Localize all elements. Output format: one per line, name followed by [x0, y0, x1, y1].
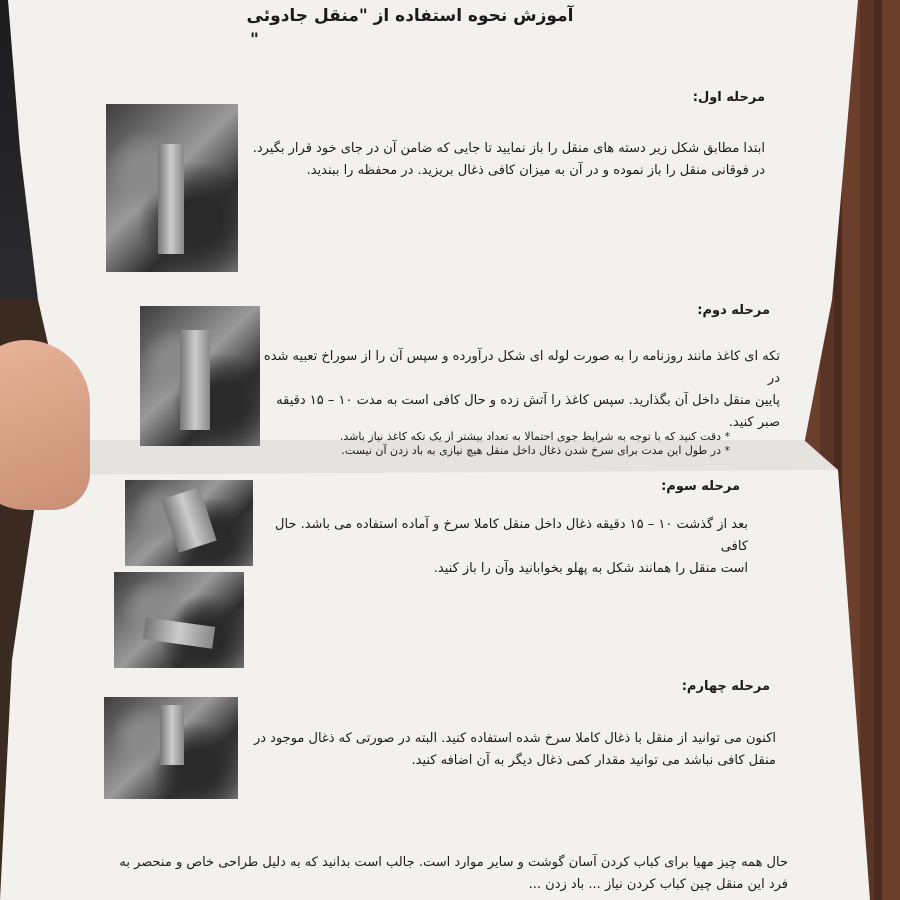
holding-hand — [0, 340, 90, 510]
step-4-heading: مرحله چهارم: — [681, 679, 770, 694]
page-title: آموزش نحوه استفاده از "منقل جادوئی " — [246, 6, 574, 50]
step-3-heading: مرحله سوم: — [661, 479, 740, 494]
step-2-photo — [140, 306, 260, 446]
closing-paragraph: حال همه چیز مهیا برای کباب کردن آسان گوشت و سایر موارد است. جالب است بدانید که به دلیل طراحی خاص و منحصر به فرد این منقل چین کباب کردن نیاز ... باد زدن ... — [119, 855, 788, 892]
step-3-body: بعد از گذشت ۱۰ – ۱۵ دقیقه ذغال داخل منقل کاملا سرخ و آماده استفاده می باشد. حال کافی است منقل را همانند شکل به پهلو بخوابانید وآن را باز کنید. — [275, 517, 748, 576]
step-1-body: ابتدا مطابق شکل زیر دسته های منقل را باز نمایید تا جایی که ضامن آن در جای خود قرار بگیرد. در فوقانی منقل را باز نموده و در آن به میزان کافی ذغال بریزید. در محفظه را ببندید. — [252, 141, 765, 178]
step-4-body: اکنون می توانید از منقل با ذغال کاملا سرخ شده استفاده کنید. البته در صورتی که ذغال موجود در منقل کافی نباشد می توانید مقدار کمی ذغال دیگر به آن اضافه کنید. — [253, 731, 776, 768]
step-4-photo — [104, 697, 238, 799]
step-3-photo-top — [125, 480, 253, 566]
step-1-photo — [106, 104, 238, 272]
step-2-heading: مرحله دوم: — [697, 303, 770, 318]
step-3-photo-bottom — [114, 572, 244, 668]
step-1-heading: مرحله اول: — [692, 90, 765, 105]
step-2-body: تکه ای کاغذ مانند روزنامه را به صورت لوله ای شکل درآورده و سپس آن را از سوراخ تعبیه شده در پایین منقل داخل آن بگذارید. سپس کاغذ را آتش زده و حال کافی است به مدت ۱۰ – ۱۵ دقیقه صبر کنید. — [263, 349, 780, 430]
step-2-notes: * دقت کنید که با توجه به شرایط جوی احتمالا به تعداد بیشتر از یک تکه کاغذ نیاز باشد. * در طول این مدت برای سرخ شدن ذغال داخل منقل هیچ نیازی به باد زدن آن نیست. — [339, 430, 730, 457]
